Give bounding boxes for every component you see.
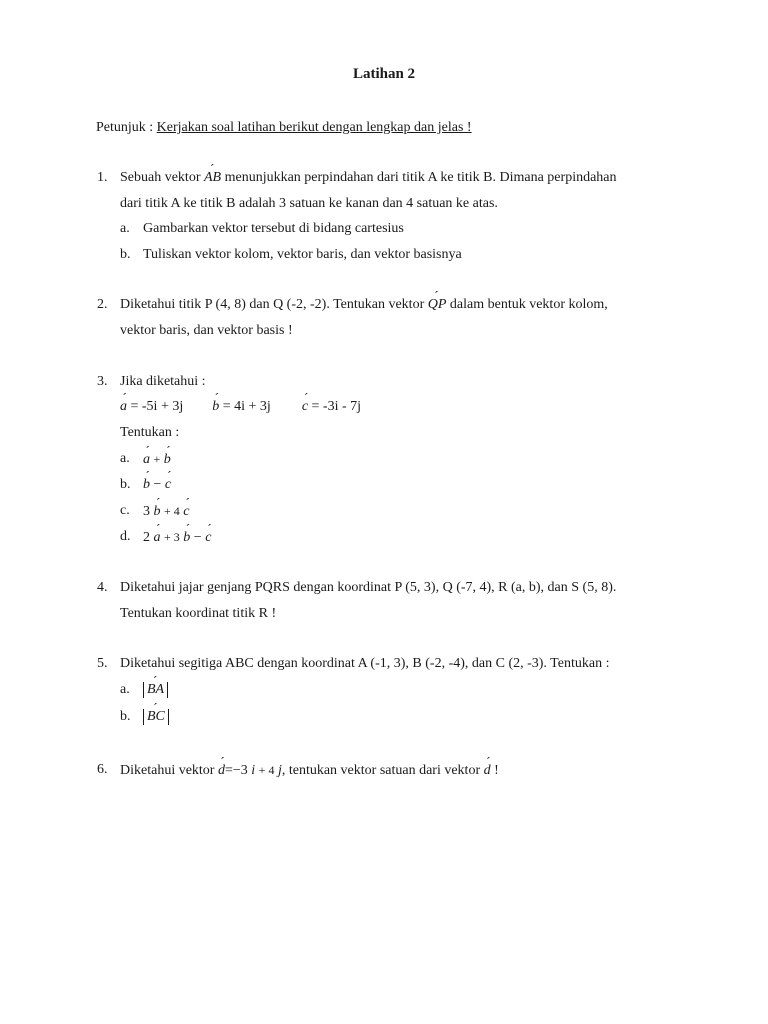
question-6-number: 6. [97,762,108,777]
question-1-line-1: Sebuah vektor ´ AB menunjukkan perpindahan dari titik A ke titik B. Dimana perpindahan [120,169,617,187]
question-1-line-2: dari titik A ke titik B adalah 3 satuan ke kanan dan 4 satuan ke atas. [120,196,498,211]
magnitude-bc: ´ BC [143,709,169,725]
magnitude-ba: ´ BA [143,682,168,698]
vector-qp: ´ QP [428,296,447,314]
vector-ab: ´ AB [204,169,221,187]
question-4-line-1: Diketahui jajar genjang PQRS dengan koordinat P (5, 3), Q (-7, 4), R (a, b), dan S (5, 8). [120,580,617,595]
vector-c: ´ c [302,398,308,416]
vector-b: ´ b [212,398,219,416]
question-2-number: 2. [97,297,108,312]
question-2-line-1: Diketahui titik P (4, 8) dan Q (-2, -2). Tentukan vektor ´ QP dalam bentuk vektor kolom, [120,296,608,314]
question-4-line-2: Tentukan koordinat titik R ! [120,606,277,621]
instruction-text: Kerjakan soal latihan berikut dengan lengkap dan jelas ! [156,120,472,135]
question-2-line-2: vektor baris, dan vektor basis ! [120,323,293,338]
vector-d-2: ´ d [484,762,491,780]
document-page: Latihan 2 Petunjuk : Kerjakan soal latihan berikut dengan lengkap dan jelas ! 1. Sebuah vektor ´ AB menunjukkan perpindahan dari titik A ke titik B. Dimana perpindahan dari titik A ke titik B adalah 3 satuan ke kanan dan 4 satuan ke atas. a. Gambarkan vektor tersebut di bidang cartesius b. Tuliskan vektor kolom, vektor baris, dan vektor basisnya 2. Diketahui titik P (4, 8) dan Q (-2, -2). Tentukan vektor ´ QP dalam bentuk vektor kolom, vektor baris, dan vektor basis ! 3. Jika diketahui : ´ a = -5i + 3j ´ b = 4i + 3j ´ c = -3i - 7j Tentukan : a. ´ a + ´ b b. ´ b − ´ c c. 3 ´ b + 4 ´ c d. 2 ´ a + 3 ´ b − ´ c 4. Diketahui jajar genjang PQRS dengan koordinat P (5, 3), Q (-7, 4), R (a, b), dan S (5, 8). Tentukan koordinat titik R ! 5. Diketahui segitiga ABC dengan koordinat A (-1, 3), B (-2, -4), dan C (2, -3). Tentukan : a. ´ BA b. ´ BC 6. Diketahui vektor ´ d=−3 i + 4 j, tentukan vektor satuan dari vektor ´ d ! [0,0,768,1024]
question-5-number: 5. [97,656,108,671]
question-5-line-1: Diketahui segitiga ABC dengan koordinat A (-1, 3), B (-2, -4), dan C (2, -3). Tentukan : [120,656,610,671]
page-title: Latihan 2 [352,66,416,82]
question-3-number: 3. [97,374,108,389]
vector-d: ´ d [218,762,225,780]
question-6-line-1: Diketahui vektor ´ d=−3 i + 4 j, tentukan vektor satuan dari vektor ´ d ! [120,761,499,780]
question-4-number: 4. [97,580,108,595]
question-3-line-1: Jika diketahui : [120,374,206,389]
instruction-label: Petunjuk : [96,120,154,135]
question-1-number: 1. [97,170,108,185]
vector-a: ´ a [120,398,127,416]
instruction [96,120,472,136]
